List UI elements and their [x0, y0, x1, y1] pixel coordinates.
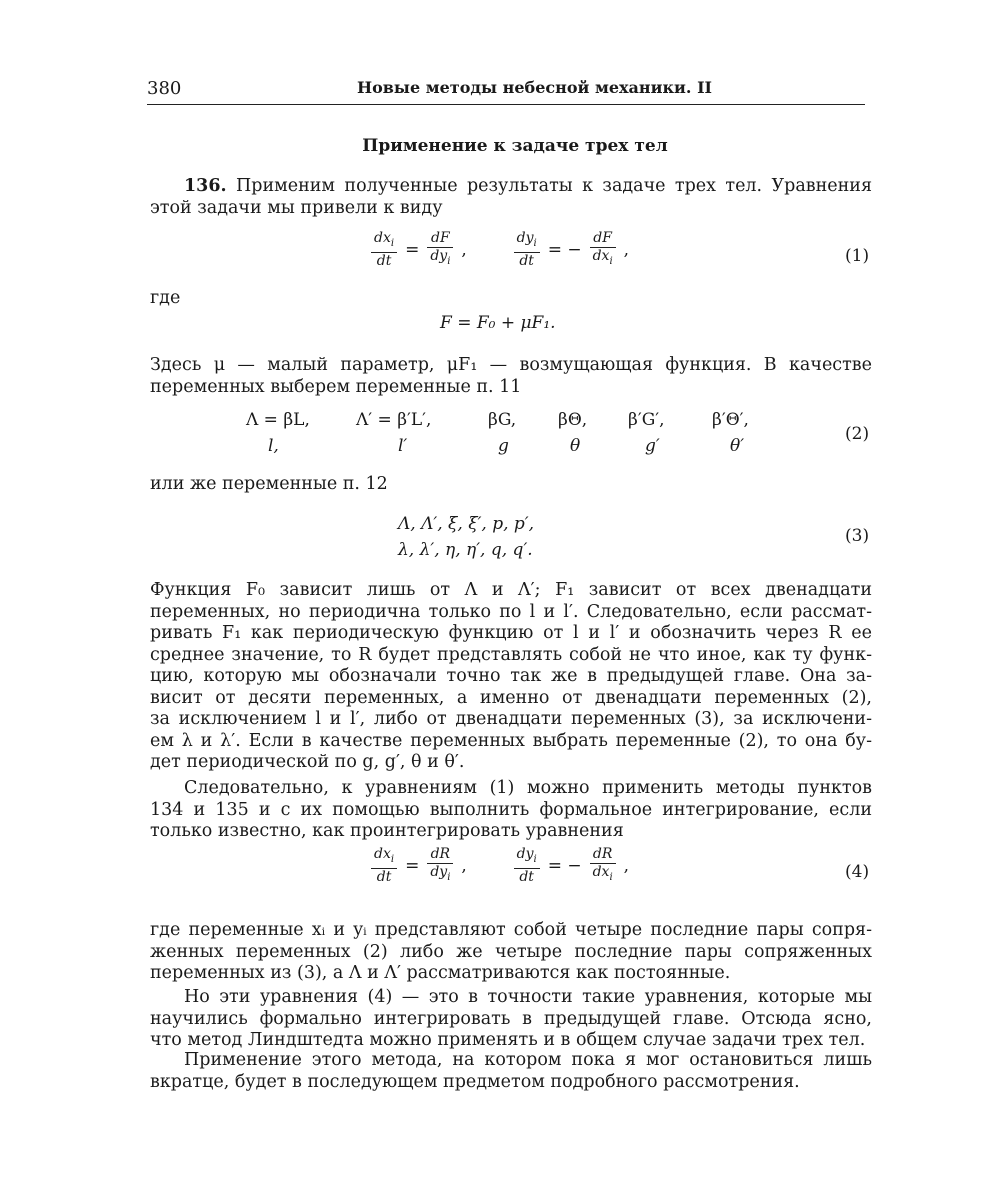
text-line: где переменные xᵢ и yᵢ представляют собой четыре последние пары сопря- — [150, 920, 872, 940]
section-title: Применение к задаче трех тел — [362, 136, 668, 156]
text-line: среднее значение, то R будет представлять собой не что иное, как ту функ- — [150, 644, 872, 665]
paragraph-application — [150, 1050, 872, 1093]
page-header — [147, 78, 865, 105]
where-label: где — [150, 288, 181, 308]
paragraph-number: 136. — [184, 176, 227, 196]
equation-number-1: (1) — [845, 246, 870, 266]
equation-1: $\frac{dx_i}{dt}$ = $\frac{dF}{dy_i}$ , $\frac{dy_i}{dt}$ = − $\frac{dF}{dx_i}$ , — [368, 230, 634, 270]
text-line: 134 и 135 и с их помощью выполнить формальное интегрирование, если — [150, 799, 872, 820]
page-number: 380 — [147, 78, 182, 99]
text-line: дет периодической по g, g′, θ и θ′. — [150, 752, 465, 772]
text-line: за исключением l и l′, либо от двенадцати переменных (3), за исключени- — [150, 709, 872, 729]
running-title: Новые методы небесной механики. II — [357, 78, 713, 97]
text-line: переменных выберем переменные п. 11 — [150, 376, 522, 397]
text-line: что метод Линдштедта можно применять и в общем случае задачи трех тел. — [150, 1030, 866, 1050]
text-line: Применение этого метода, на котором пока я мог остановиться лишь — [184, 1050, 872, 1070]
equation-number-4: (4) — [845, 862, 870, 882]
text-line: только известно, как проинтегрировать уравнения — [150, 821, 624, 841]
or-line: или же переменные п. 12 — [150, 474, 388, 494]
text-line: ем λ и λ′. Если в качестве переменных выбрать переменные (2), то она бу- — [150, 730, 872, 751]
equation-3: Λ, Λ′, ξ, ξ′, p, p′, λ, λ′, η, η′, q, q′. — [398, 514, 535, 560]
text-line: вкратце, будет в последующем предметом подробного рассмотрения. — [150, 1071, 800, 1092]
text-line: научились формально интегрировать в предыдущей главе. Отсюда ясно, — [150, 1008, 872, 1029]
text-line: висит от десяти переменных, а именно от двенадцати переменных (2), — [150, 687, 872, 708]
equation-number-3: (3) — [845, 526, 870, 546]
text-line: Следовательно, к уравнениям (1) можно применить методы пунктов — [184, 778, 872, 798]
text-line: женных переменных (2) либо же четыре последние пары сопряженных — [150, 941, 872, 962]
paragraph-but — [150, 987, 872, 1052]
paragraph-mu — [150, 355, 872, 398]
text-line: цию, которую мы обозначали точно так же в предыдущей главе. Она за- — [150, 666, 872, 686]
text-line: переменных, но периодична только по l и l′. Следовательно, если рассмат- — [150, 601, 872, 622]
paragraph-F0 — [150, 580, 872, 774]
text-line: Здесь μ — малый параметр, μF₁ — возмущающая функция. В качестве — [150, 355, 872, 375]
text-line: Функция F₀ зависит лишь от Λ и Λ′; F₁ зависит от всех двенадцати — [150, 580, 872, 600]
text-line: переменных из (3), а Λ и Λ′ рассматриваются как постоянные. — [150, 963, 731, 983]
equation-2: Λ = βL, Λ′ = β′L′, βG, βΘ, β′G′, β′Θ′, l, l′ g θ g′ θ′ — [246, 410, 749, 456]
text-line: Но эти уравнения (4) — это в точности такие уравнения, которые мы — [184, 987, 872, 1007]
equation-number-2: (2) — [845, 424, 870, 444]
paragraph-consequently — [150, 778, 872, 843]
intro-paragraph — [150, 176, 872, 219]
equation-4: $\frac{dx_i}{dt}$ = $\frac{dR}{dy_i}$ , $\frac{dy_i}{dt}$ = − $\frac{dR}{dx_i}$ , — [368, 846, 634, 886]
paragraph-where2 — [150, 920, 872, 985]
text-line: ривать F₁ как периодическую функцию от l и l′ и обозначить через R ее — [150, 623, 872, 643]
text-line: 136. Применим полученные результаты к задаче трех тел. Уравнения — [184, 176, 872, 196]
text-line: этой задачи мы привели к виду — [150, 197, 443, 218]
equation-F: F = F₀ + μF₁. — [440, 313, 556, 333]
